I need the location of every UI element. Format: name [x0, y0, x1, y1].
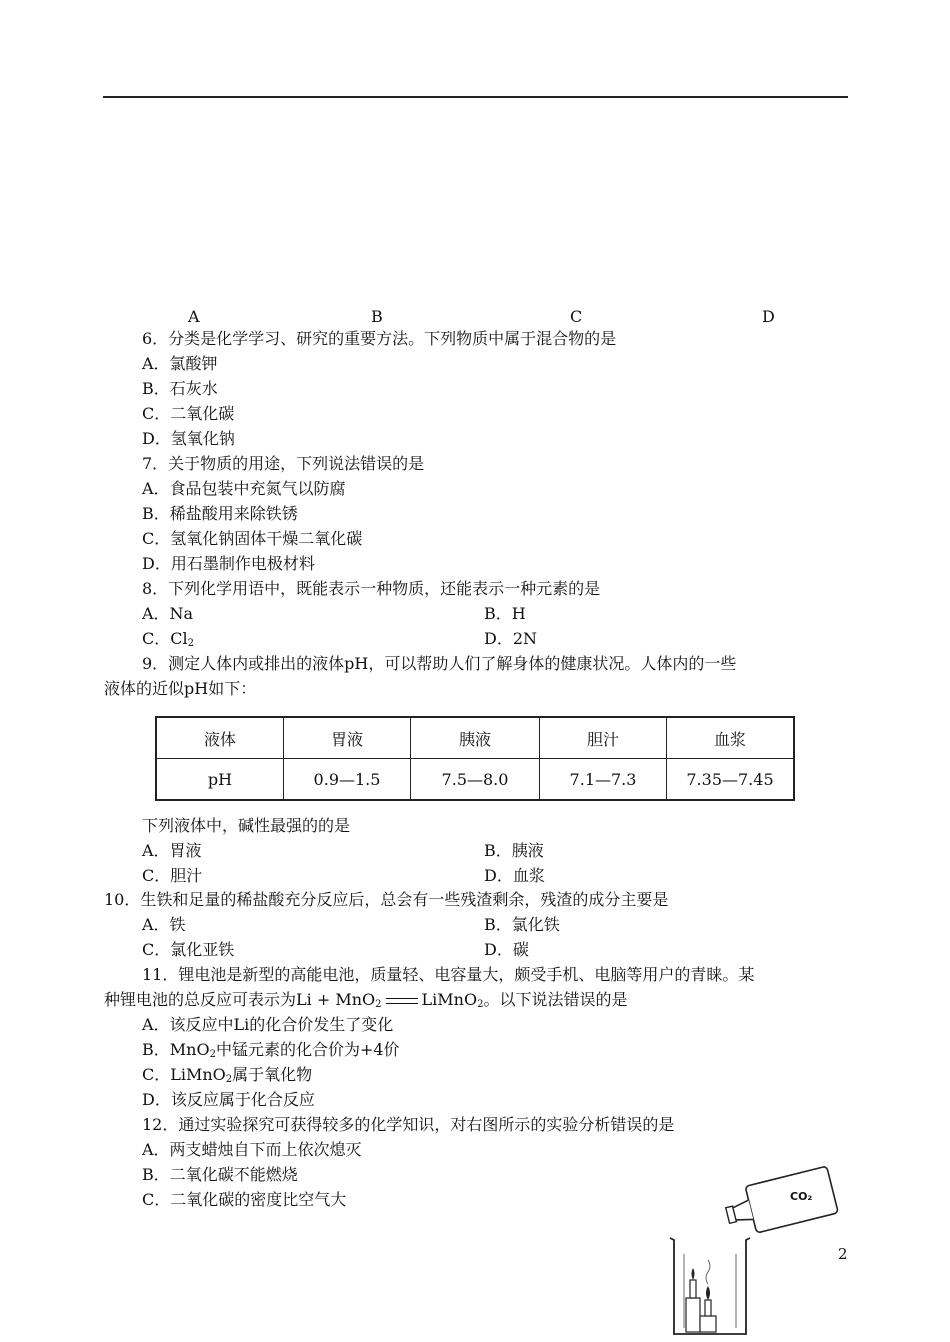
q10-option-d: D．碳	[484, 940, 529, 959]
q11-stem-line1: 11．锂电池是新型的高能电池，质量轻、电容量大，颇受手机、电脑等用户的青睐。某	[142, 965, 755, 984]
q12-option-b: B．二氧化碳不能燃烧	[142, 1165, 298, 1184]
q6-option-b: B．石灰水	[142, 379, 218, 398]
q7-option-a: A．食品包装中充氮气以防腐	[142, 479, 346, 498]
table-cell: 液体	[156, 717, 284, 759]
header-rule	[103, 96, 848, 98]
ph-table	[155, 716, 795, 801]
q9-option-a: A．胃液	[142, 841, 202, 860]
image-option-d-label: D	[762, 307, 775, 326]
q7-option-c: C．氢氧化钠固体干燥二氧化碳	[142, 529, 363, 548]
q8-option-c: C．$Cl_2$	[142, 629, 194, 649]
q10-option-b: B．氯化铁	[484, 915, 560, 934]
table-cell: 0.9—1.5	[284, 759, 411, 801]
q7-option-d: D．用石墨制作电极材料	[142, 554, 315, 573]
q9-question: 下列液体中，碱性最强的的是	[142, 816, 351, 835]
table-cell: 7.35—7.45	[667, 759, 795, 801]
q11-option-a: A．该反应中Li的化合价发生了变化	[142, 1015, 394, 1034]
table-cell: 胆汁	[540, 717, 667, 759]
table-cell: 7.1—7.3	[540, 759, 667, 801]
q11-stem-line2: 种锂电池的总反应可表示为Li + MnO$_2$ LiMnO$_2$。以下说法错误的是	[104, 990, 628, 1010]
q8-stem: 8．下列化学用语中，既能表示一种物质，还能表示一种元素的是	[142, 579, 601, 598]
page-number: 2	[838, 1245, 848, 1263]
q7-option-b: B．稀盐酸用来除铁锈	[142, 504, 298, 523]
q9-option-c: C．胆汁	[142, 866, 203, 885]
image-option-b-label: B	[371, 307, 383, 326]
q11-option-c: C．LiMnO$_2$属于氧化物	[142, 1065, 313, 1085]
co2-label: CO₂	[790, 1190, 813, 1203]
co2-candle-experiment-figure	[662, 1162, 842, 1338]
q6-option-c: C．二氧化碳	[142, 404, 235, 423]
q6-option-d: D．氢氧化钠	[142, 429, 235, 448]
candle-icon	[690, 1268, 696, 1298]
q8-option-a: A．Na	[142, 604, 194, 623]
q7-stem: 7．关于物质的用途，下列说法错误的是	[142, 454, 425, 473]
q8-option-b: B．H	[484, 604, 526, 623]
ph-table-header-row	[156, 717, 794, 759]
image-option-a-label: A	[188, 307, 200, 326]
q10-option-a: A．铁	[142, 915, 186, 934]
q9-stem-line1: 9．测定人体内或排出的液体pH，可以帮助人们了解身体的健康状况。人体内的一些	[142, 654, 737, 673]
q9-option-b: B．胰液	[484, 841, 544, 860]
q11-option-d: D．该反应属于化合反应	[142, 1090, 315, 1109]
table-cell: pH	[156, 759, 284, 801]
table-cell: 血浆	[667, 717, 795, 759]
co2-bottle-icon	[722, 1166, 838, 1239]
q6-option-a: A．氯酸钾	[142, 354, 218, 373]
q11-option-b: B．MnO$_2$中锰元素的化合价为+4价	[142, 1040, 400, 1060]
q8-option-d: D．2N	[484, 629, 538, 648]
table-cell: 7.5—8.0	[411, 759, 540, 801]
q10-option-c: C．氯化亚铁	[142, 940, 235, 959]
q12-option-a: A．两支蜡烛自下而上依次熄灭	[142, 1140, 362, 1159]
q10-stem: 10．生铁和足量的稀盐酸充分反应后，总会有一些残渣剩余，残渣的成分主要是	[104, 890, 669, 909]
table-cell: 胃液	[284, 717, 411, 759]
q12-stem: 12．通过实验探究可获得较多的化学知识，对右图所示的实验分析错误的是	[142, 1115, 675, 1134]
q6-stem: 6．分类是化学学习、研究的重要方法。下列物质中属于混合物的是	[142, 329, 617, 348]
q9-option-d: D．血浆	[484, 866, 545, 885]
table-cell: 胰液	[411, 717, 540, 759]
equation-equals-sign	[386, 998, 418, 1004]
q9-stem-line2: 液体的近似pH如下：	[104, 679, 257, 698]
candle-icon	[705, 1260, 711, 1316]
q12-option-c: C．二氧化碳的密度比空气大	[142, 1190, 347, 1209]
ph-table-value-row	[156, 759, 794, 801]
image-option-c-label: C	[570, 307, 583, 326]
